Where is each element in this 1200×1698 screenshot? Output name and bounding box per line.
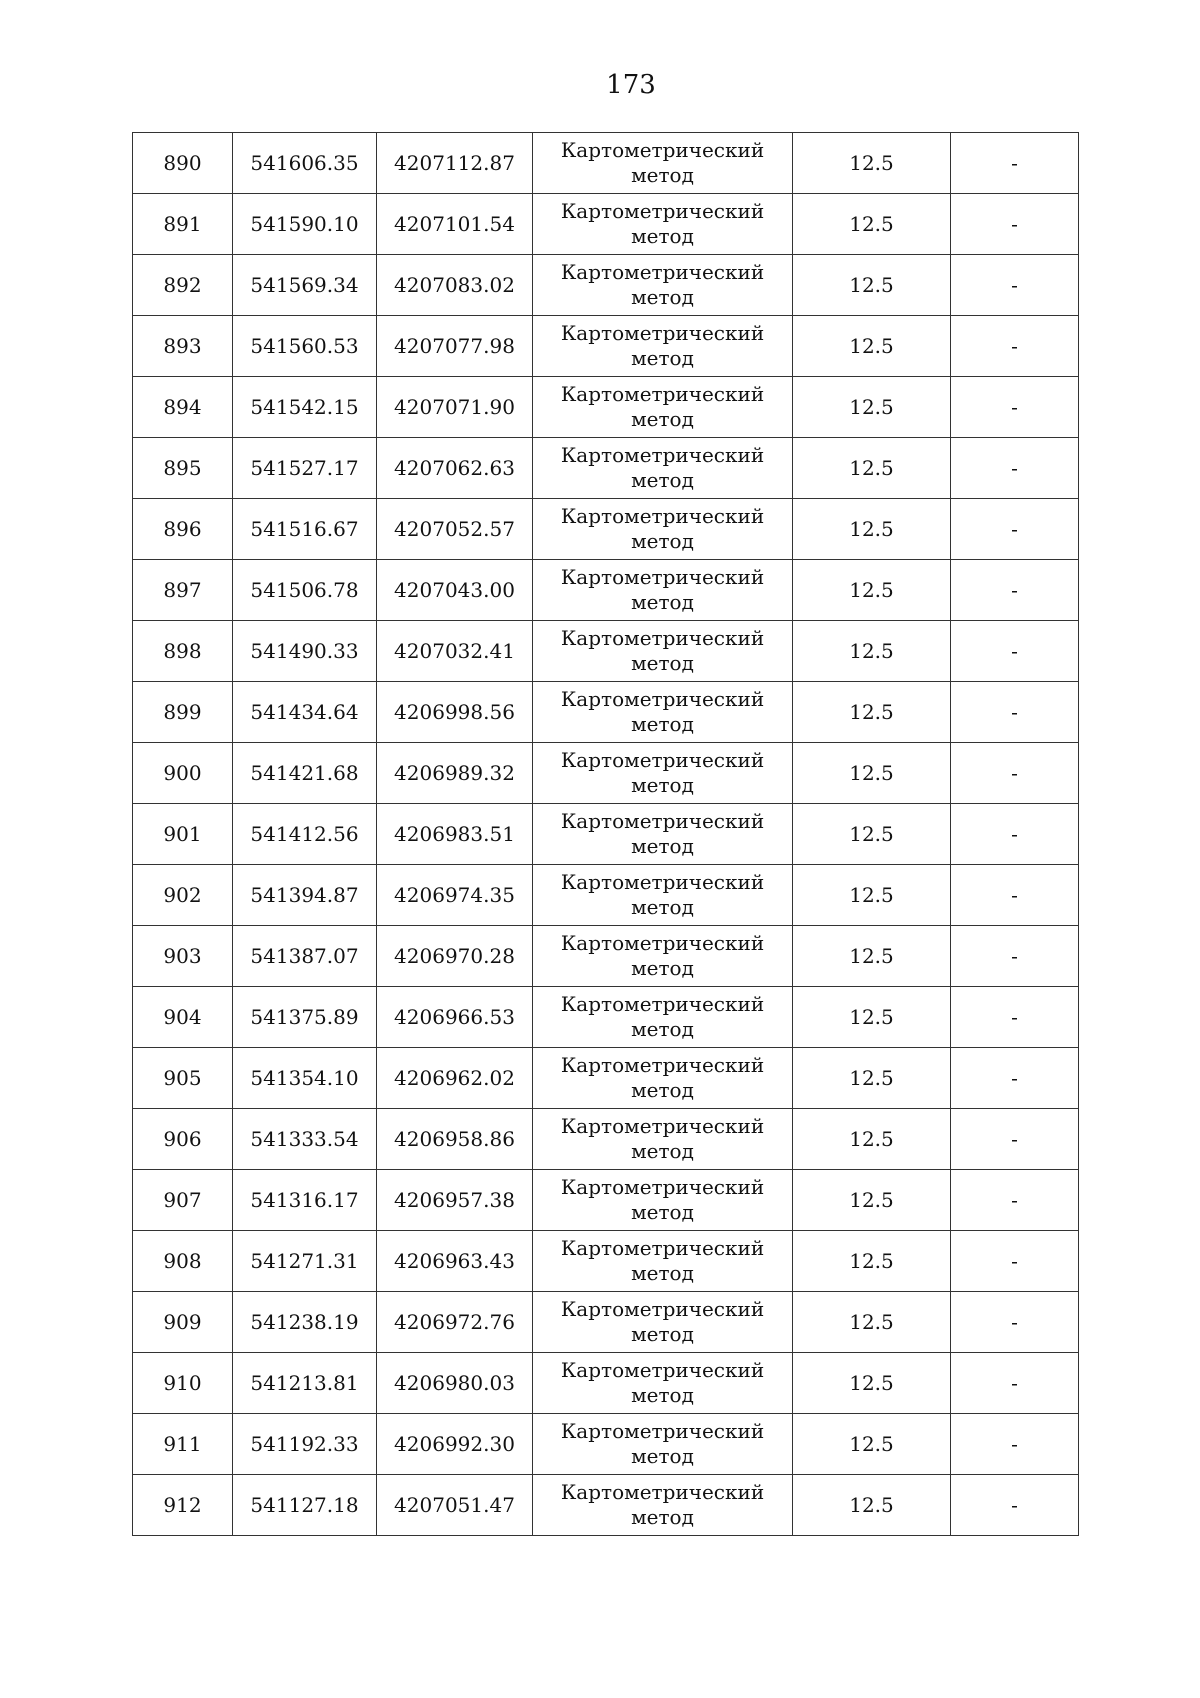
note-cell: - xyxy=(951,682,1079,743)
table-row xyxy=(133,743,1079,804)
method-cell: Картометрический метод xyxy=(533,743,793,804)
accuracy-cell: 12.5 xyxy=(793,1109,951,1170)
note-cell: - xyxy=(951,1414,1079,1475)
y-coordinate-cell: 4207112.87 xyxy=(377,133,533,194)
point-number-cell: 899 xyxy=(133,682,233,743)
x-coordinate-cell: 541506.78 xyxy=(233,560,377,621)
point-number-cell: 891 xyxy=(133,194,233,255)
note-cell: - xyxy=(951,1109,1079,1170)
accuracy-cell: 12.5 xyxy=(793,1048,951,1109)
accuracy-cell: 12.5 xyxy=(793,743,951,804)
table-row xyxy=(133,804,1079,865)
table-row xyxy=(133,987,1079,1048)
method-cell: Картометрический метод xyxy=(533,377,793,438)
x-coordinate-cell: 541387.07 xyxy=(233,926,377,987)
point-number-cell: 890 xyxy=(133,133,233,194)
accuracy-cell: 12.5 xyxy=(793,377,951,438)
x-coordinate-cell: 541316.17 xyxy=(233,1170,377,1231)
method-cell: Картометрический метод xyxy=(533,1231,793,1292)
y-coordinate-cell: 4207052.57 xyxy=(377,499,533,560)
y-coordinate-cell: 4207043.00 xyxy=(377,560,533,621)
accuracy-cell: 12.5 xyxy=(793,1292,951,1353)
point-number-cell: 897 xyxy=(133,560,233,621)
note-cell: - xyxy=(951,499,1079,560)
table-row xyxy=(133,560,1079,621)
y-coordinate-cell: 4206958.86 xyxy=(377,1109,533,1170)
note-cell: - xyxy=(951,255,1079,316)
x-coordinate-cell: 541238.19 xyxy=(233,1292,377,1353)
method-cell: Картометрический метод xyxy=(533,1109,793,1170)
point-number-cell: 903 xyxy=(133,926,233,987)
point-number-cell: 912 xyxy=(133,1475,233,1536)
x-coordinate-cell: 541527.17 xyxy=(233,438,377,499)
note-cell: - xyxy=(951,133,1079,194)
accuracy-cell: 12.5 xyxy=(793,438,951,499)
note-cell: - xyxy=(951,1353,1079,1414)
table-row xyxy=(133,1109,1079,1170)
method-cell: Картометрический метод xyxy=(533,1170,793,1231)
y-coordinate-cell: 4206974.35 xyxy=(377,865,533,926)
x-coordinate-cell: 541213.81 xyxy=(233,1353,377,1414)
point-number-cell: 910 xyxy=(133,1353,233,1414)
note-cell: - xyxy=(951,438,1079,499)
x-coordinate-cell: 541421.68 xyxy=(233,743,377,804)
table-row xyxy=(133,621,1079,682)
note-cell: - xyxy=(951,987,1079,1048)
table-row xyxy=(133,438,1079,499)
y-coordinate-cell: 4207062.63 xyxy=(377,438,533,499)
y-coordinate-cell: 4206966.53 xyxy=(377,987,533,1048)
x-coordinate-cell: 541590.10 xyxy=(233,194,377,255)
x-coordinate-cell: 541375.89 xyxy=(233,987,377,1048)
accuracy-cell: 12.5 xyxy=(793,682,951,743)
accuracy-cell: 12.5 xyxy=(793,133,951,194)
table-row xyxy=(133,316,1079,377)
method-cell: Картометрический метод xyxy=(533,438,793,499)
y-coordinate-cell: 4206972.76 xyxy=(377,1292,533,1353)
accuracy-cell: 12.5 xyxy=(793,1170,951,1231)
point-number-cell: 896 xyxy=(133,499,233,560)
x-coordinate-cell: 541606.35 xyxy=(233,133,377,194)
method-cell: Картометрический метод xyxy=(533,621,793,682)
table-row xyxy=(133,865,1079,926)
y-coordinate-cell: 4206963.43 xyxy=(377,1231,533,1292)
method-cell: Картометрический метод xyxy=(533,194,793,255)
method-cell: Картометрический метод xyxy=(533,865,793,926)
point-number-cell: 906 xyxy=(133,1109,233,1170)
y-coordinate-cell: 4207077.98 xyxy=(377,316,533,377)
x-coordinate-cell: 541490.33 xyxy=(233,621,377,682)
x-coordinate-cell: 541354.10 xyxy=(233,1048,377,1109)
y-coordinate-cell: 4206957.38 xyxy=(377,1170,533,1231)
accuracy-cell: 12.5 xyxy=(793,804,951,865)
x-coordinate-cell: 541542.15 xyxy=(233,377,377,438)
coordinates-table xyxy=(132,132,1079,1536)
point-number-cell: 907 xyxy=(133,1170,233,1231)
y-coordinate-cell: 4206962.02 xyxy=(377,1048,533,1109)
method-cell: Картометрический метод xyxy=(533,1048,793,1109)
point-number-cell: 902 xyxy=(133,865,233,926)
page-number: 173 xyxy=(606,70,656,100)
accuracy-cell: 12.5 xyxy=(793,926,951,987)
method-cell: Картометрический метод xyxy=(533,1292,793,1353)
method-cell: Картометрический метод xyxy=(533,1475,793,1536)
table-row xyxy=(133,377,1079,438)
point-number-cell: 900 xyxy=(133,743,233,804)
point-number-cell: 908 xyxy=(133,1231,233,1292)
method-cell: Картометрический метод xyxy=(533,682,793,743)
y-coordinate-cell: 4206970.28 xyxy=(377,926,533,987)
method-cell: Картометрический метод xyxy=(533,926,793,987)
y-coordinate-cell: 4206998.56 xyxy=(377,682,533,743)
table-row xyxy=(133,1292,1079,1353)
accuracy-cell: 12.5 xyxy=(793,987,951,1048)
note-cell: - xyxy=(951,1048,1079,1109)
table-row xyxy=(133,133,1079,194)
method-cell: Картометрический метод xyxy=(533,499,793,560)
note-cell: - xyxy=(951,1231,1079,1292)
note-cell: - xyxy=(951,865,1079,926)
note-cell: - xyxy=(951,621,1079,682)
y-coordinate-cell: 4207071.90 xyxy=(377,377,533,438)
x-coordinate-cell: 541516.67 xyxy=(233,499,377,560)
accuracy-cell: 12.5 xyxy=(793,1475,951,1536)
y-coordinate-cell: 4206992.30 xyxy=(377,1414,533,1475)
method-cell: Картометрический метод xyxy=(533,255,793,316)
x-coordinate-cell: 541434.64 xyxy=(233,682,377,743)
note-cell: - xyxy=(951,1292,1079,1353)
x-coordinate-cell: 541560.53 xyxy=(233,316,377,377)
table-row xyxy=(133,1414,1079,1475)
y-coordinate-cell: 4206983.51 xyxy=(377,804,533,865)
accuracy-cell: 12.5 xyxy=(793,316,951,377)
point-number-cell: 893 xyxy=(133,316,233,377)
accuracy-cell: 12.5 xyxy=(793,560,951,621)
point-number-cell: 895 xyxy=(133,438,233,499)
y-coordinate-cell: 4206980.03 xyxy=(377,1353,533,1414)
accuracy-cell: 12.5 xyxy=(793,865,951,926)
table-row xyxy=(133,1475,1079,1536)
point-number-cell: 901 xyxy=(133,804,233,865)
note-cell: - xyxy=(951,194,1079,255)
table-row xyxy=(133,1231,1079,1292)
table-row xyxy=(133,1353,1079,1414)
table-row xyxy=(133,926,1079,987)
method-cell: Картометрический метод xyxy=(533,987,793,1048)
accuracy-cell: 12.5 xyxy=(793,255,951,316)
point-number-cell: 898 xyxy=(133,621,233,682)
table-row xyxy=(133,499,1079,560)
note-cell: - xyxy=(951,804,1079,865)
method-cell: Картометрический метод xyxy=(533,316,793,377)
method-cell: Картометрический метод xyxy=(533,1414,793,1475)
table-row xyxy=(133,255,1079,316)
point-number-cell: 894 xyxy=(133,377,233,438)
method-cell: Картометрический метод xyxy=(533,1353,793,1414)
x-coordinate-cell: 541333.54 xyxy=(233,1109,377,1170)
table-row xyxy=(133,194,1079,255)
x-coordinate-cell: 541192.33 xyxy=(233,1414,377,1475)
accuracy-cell: 12.5 xyxy=(793,1353,951,1414)
point-number-cell: 905 xyxy=(133,1048,233,1109)
y-coordinate-cell: 4207032.41 xyxy=(377,621,533,682)
accuracy-cell: 12.5 xyxy=(793,1414,951,1475)
x-coordinate-cell: 541127.18 xyxy=(233,1475,377,1536)
x-coordinate-cell: 541271.31 xyxy=(233,1231,377,1292)
accuracy-cell: 12.5 xyxy=(793,194,951,255)
note-cell: - xyxy=(951,926,1079,987)
y-coordinate-cell: 4207083.02 xyxy=(377,255,533,316)
point-number-cell: 909 xyxy=(133,1292,233,1353)
accuracy-cell: 12.5 xyxy=(793,621,951,682)
accuracy-cell: 12.5 xyxy=(793,1231,951,1292)
point-number-cell: 904 xyxy=(133,987,233,1048)
point-number-cell: 911 xyxy=(133,1414,233,1475)
method-cell: Картометрический метод xyxy=(533,804,793,865)
y-coordinate-cell: 4207051.47 xyxy=(377,1475,533,1536)
x-coordinate-cell: 541394.87 xyxy=(233,865,377,926)
x-coordinate-cell: 541412.56 xyxy=(233,804,377,865)
accuracy-cell: 12.5 xyxy=(793,499,951,560)
y-coordinate-cell: 4206989.32 xyxy=(377,743,533,804)
point-number-cell: 892 xyxy=(133,255,233,316)
note-cell: - xyxy=(951,743,1079,804)
table-row xyxy=(133,682,1079,743)
x-coordinate-cell: 541569.34 xyxy=(233,255,377,316)
note-cell: - xyxy=(951,377,1079,438)
method-cell: Картометрический метод xyxy=(533,133,793,194)
method-cell: Картометрический метод xyxy=(533,560,793,621)
note-cell: - xyxy=(951,1475,1079,1536)
note-cell: - xyxy=(951,1170,1079,1231)
table-row xyxy=(133,1170,1079,1231)
note-cell: - xyxy=(951,560,1079,621)
table-row xyxy=(133,1048,1079,1109)
coordinates-table-body xyxy=(133,133,1079,1536)
y-coordinate-cell: 4207101.54 xyxy=(377,194,533,255)
note-cell: - xyxy=(951,316,1079,377)
